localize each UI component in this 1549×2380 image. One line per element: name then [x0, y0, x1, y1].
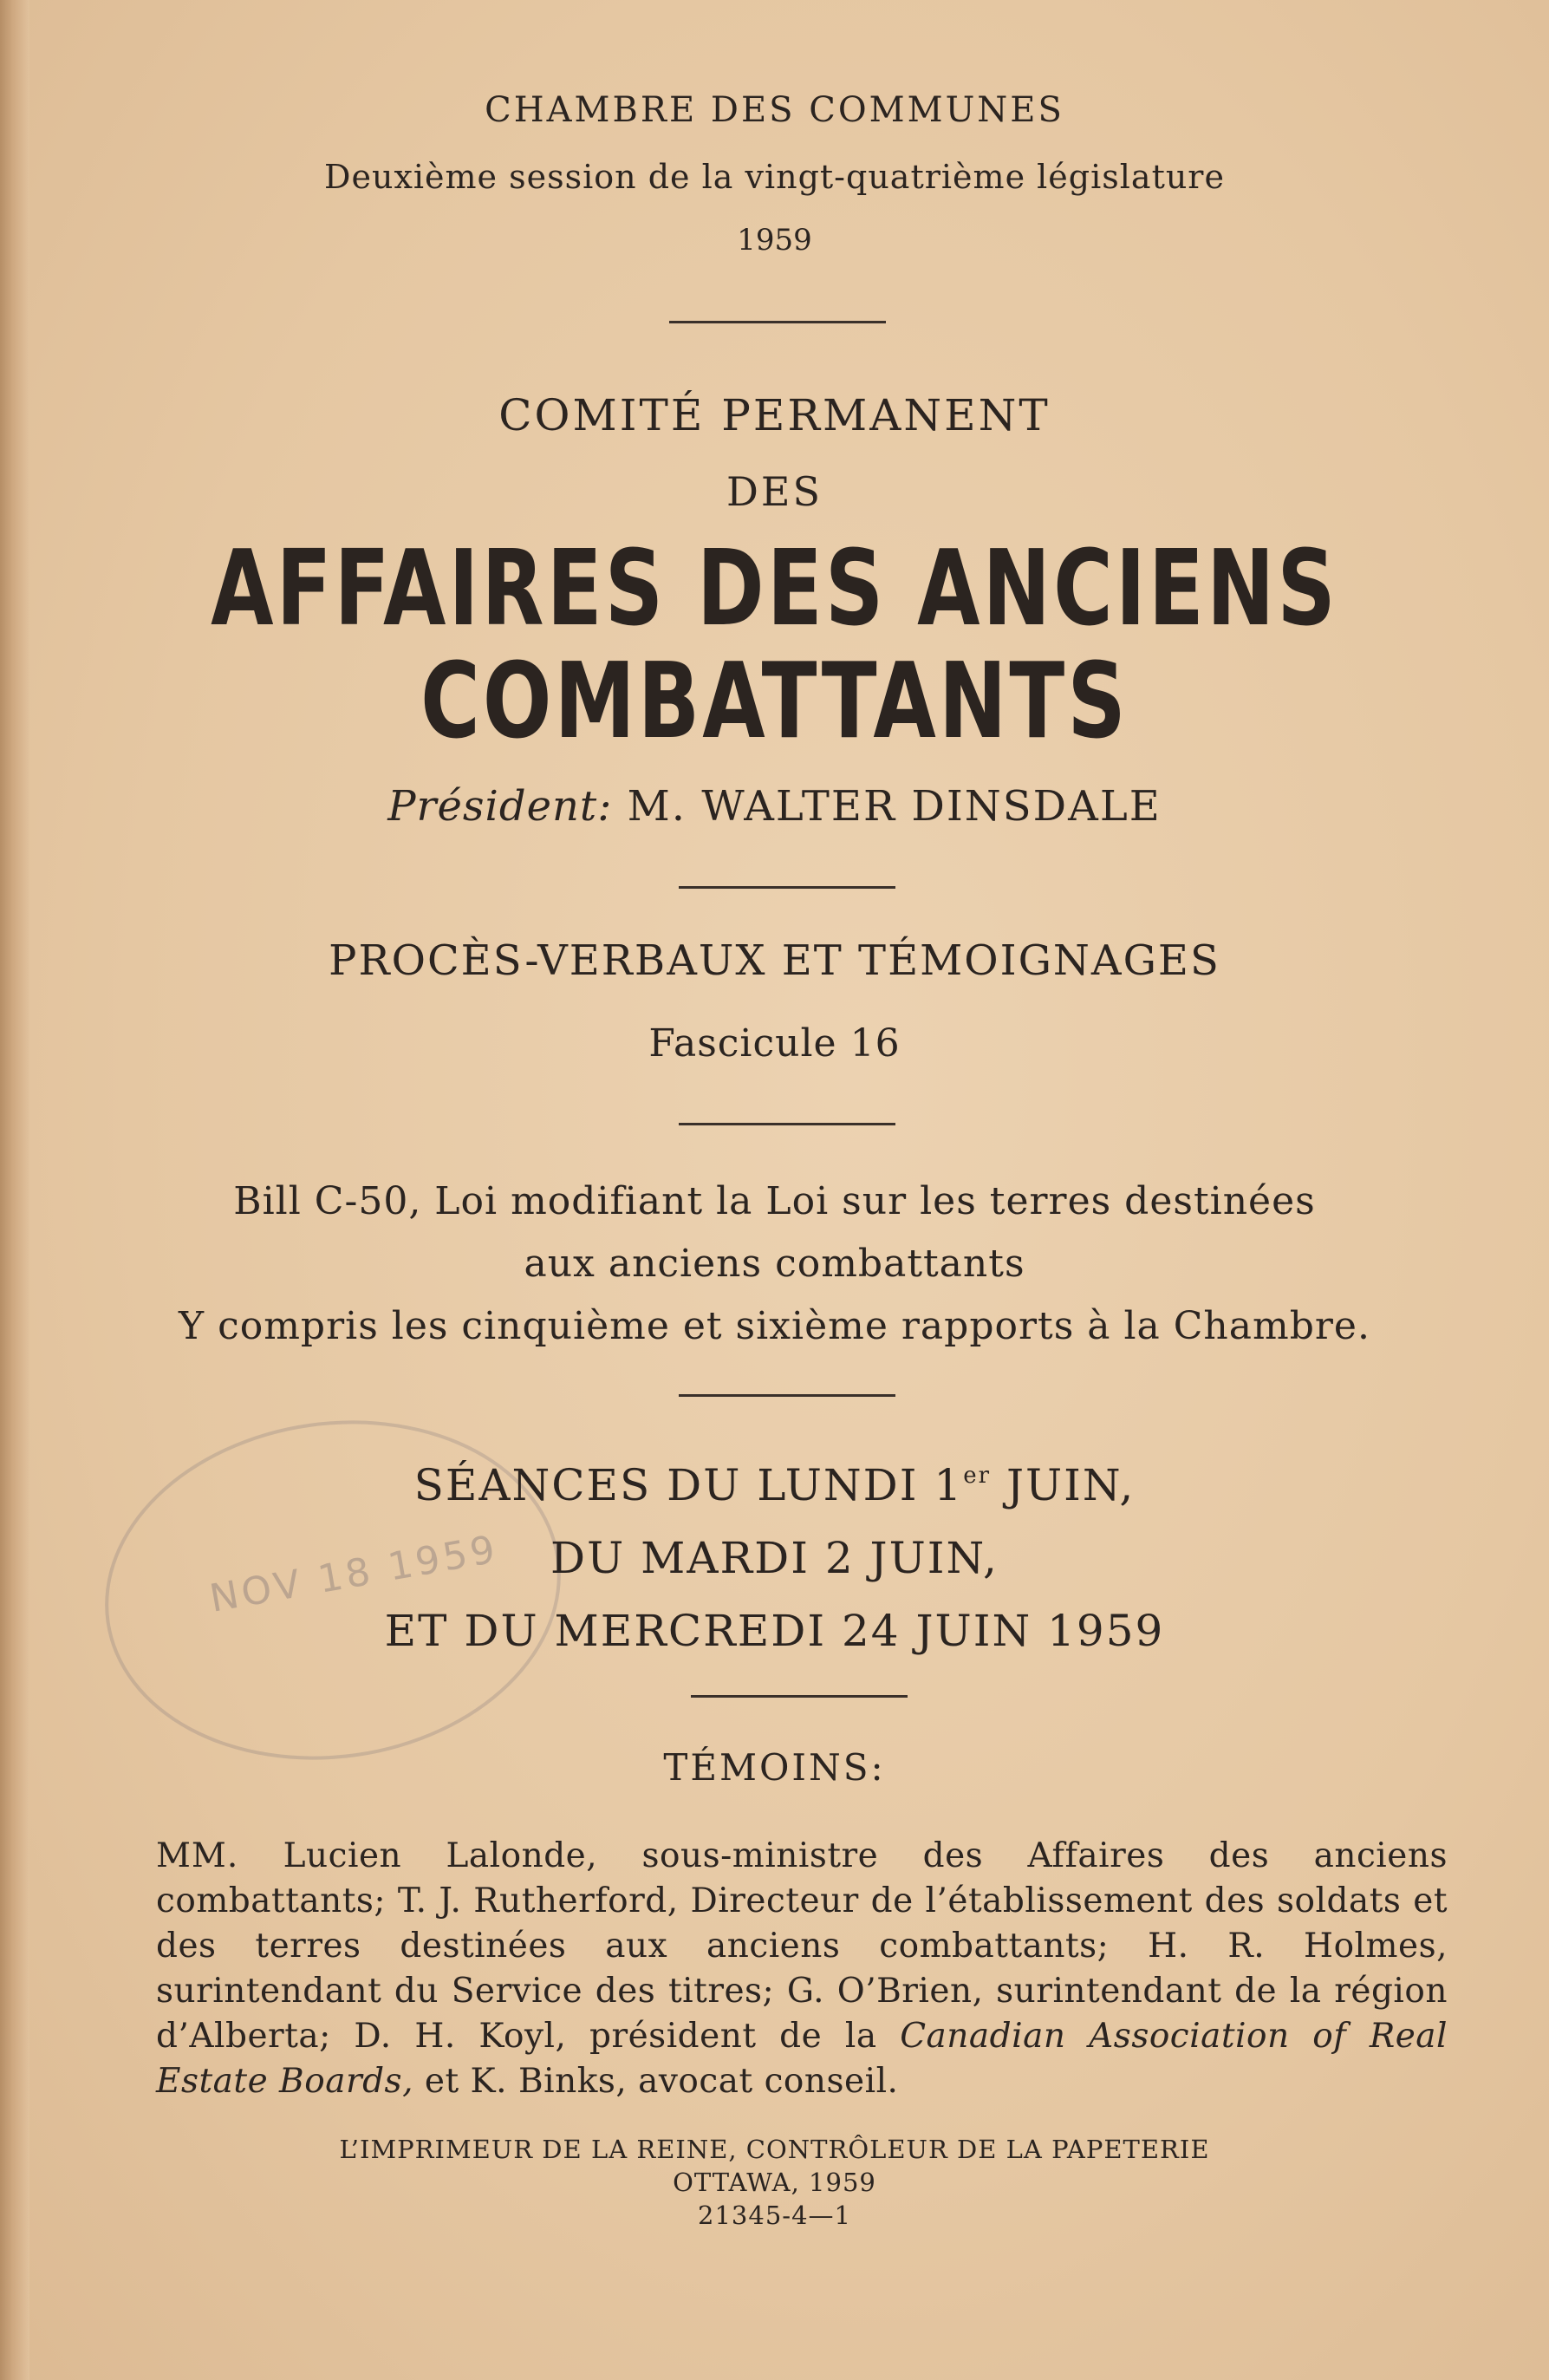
house-name: CHAMBRE DES COMMUNES: [485, 90, 1064, 130]
divider-rule: [679, 1123, 895, 1125]
president-name: M. WALTER DINSDALE: [627, 782, 1162, 831]
bill-description: [0, 1170, 1549, 1358]
bill-line3: Y compris les cinquième et sixième rapports à la Chambre.: [179, 1304, 1370, 1348]
witnesses-prefix: MM.: [156, 1836, 239, 1875]
sittings-line1-month: JUIN,: [991, 1460, 1136, 1510]
witnesses-list: [156, 1834, 1448, 2104]
session-line: Deuxième session de la vingt-quatrième législature: [324, 158, 1225, 196]
sittings-line2: DU MARDI 2 JUIN,: [550, 1533, 999, 1583]
divider-rule: [679, 886, 895, 889]
witnesses-text-part1: Lucien Lalonde, sous-ministre des Affaires des anciens combattants; T. J. Rutherford, Directeur de l’établissement des soldats et des terres destinées aux anciens combattants; H. R. Holmes, surintendant du Service des titres; G. O’Brien, surintendant de la région d’Alberta; D. H. Koyl, président de la: [156, 1836, 1448, 2056]
sittings-line1-text: SÉANCES DU LUNDI 1: [413, 1460, 964, 1510]
divider-rule: [679, 1394, 895, 1397]
witnesses-text-part2: et K. Binks, avocat conseil.: [413, 2062, 899, 2101]
imprint-line3: 21345-4—1: [698, 2201, 851, 2230]
witnesses-heading: TÉMOINS:: [663, 1746, 886, 1789]
divider-rule: [669, 321, 886, 323]
committee-title-line1: AFFAIRES DES ANCIENS: [211, 529, 1338, 649]
proceedings-title: PROCÈS-VERBAUX ET TÉMOIGNAGES: [329, 936, 1220, 985]
sittings-ordinal: er: [963, 1463, 992, 1489]
bill-line2: aux anciens combattants: [524, 1242, 1025, 1286]
committee-line2: DES: [726, 468, 823, 515]
issue-number: Fascicule 16: [648, 1021, 901, 1066]
witnesses-association: Canadian Association of Real Estate Boards,: [156, 2017, 1448, 2101]
imprint-line2: OTTAWA, 1959: [673, 2168, 876, 2197]
president-line: [0, 782, 1549, 831]
sittings-dates: [0, 1439, 1549, 1667]
imprint-line1: L’IMPRIMEUR DE LA REINE, CONTRÔLEUR DE LA PAPETERIE: [339, 2135, 1210, 2164]
stamp-date: NOV 18 1959: [206, 1527, 502, 1621]
committee-line1: COMITÉ PERMANENT: [498, 390, 1051, 440]
imprint: [0, 2133, 1549, 2232]
president-label: Président:: [387, 782, 613, 831]
committee-title-line2: COMBATTANTS: [420, 642, 1129, 762]
sittings-line1: [0, 1439, 1549, 1522]
sittings-line3: ET DU MERCREDI 24 JUIN 1959: [384, 1606, 1165, 1656]
divider-rule: [691, 1695, 908, 1698]
bill-line1: Bill C-50, Loi modifiant la Loi sur les terres destinées: [233, 1179, 1316, 1223]
session-year: 1959: [737, 223, 812, 258]
